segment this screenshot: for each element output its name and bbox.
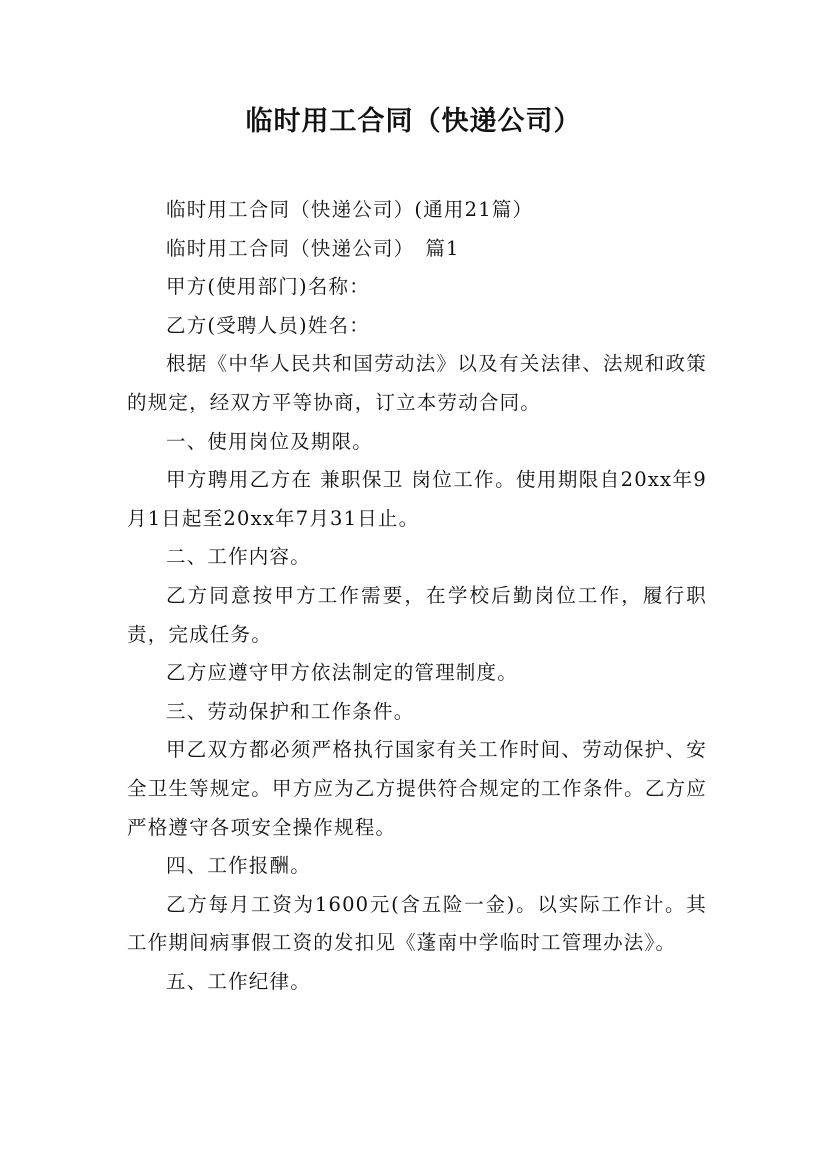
section-heading: 三、劳动保护和工作条件。 (166, 699, 415, 723)
paragraph: 甲乙双方都必须严格执行国家有关工作时间、劳动保护、安全卫生等规定。甲方应为乙方提供符合规定的工作条件。乙方应严格遵守各项安全操作规程。 (127, 738, 707, 839)
section-heading: 一、使用岗位及期限。 (166, 429, 374, 453)
paragraph: 乙方同意按甲方工作需要，在学校后勤岗位工作，履行职责，完成任务。 (127, 583, 707, 646)
section-heading: 五、工作纪律。 (166, 969, 311, 993)
document-title: 临时用工合同（快递公司） (245, 106, 582, 137)
paragraph: 乙方每月工资为1600元(含五险一金)。以实际工作计。其工作期间病事假工资的发扣见《蓬南中学临时工管理办法》。 (127, 892, 707, 955)
section-heading: 四、工作报酬。 (166, 854, 311, 878)
paragraph: 乙方应遵守甲方依法制定的管理制度。 (166, 661, 518, 685)
section-heading: 二、工作内容。 (166, 545, 311, 569)
paragraph: 根据《中华人民共和国劳动法》以及有关法律、法规和政策的规定，经双方平等协商，订立本劳动合同。 (127, 352, 707, 414)
paragraph: 临时用工合同（快递公司） 篇1 (166, 236, 460, 260)
paragraph: 甲方(使用部门)名称： (166, 275, 370, 299)
document-body (127, 191, 707, 1001)
paragraph: 甲方聘用乙方在 兼职保卫 岗位工作。使用期限自20xx年9月1日起至20xx年7月31日止。 (127, 468, 707, 530)
paragraph: 临时用工合同（快递公司）(通用21篇） (166, 198, 534, 221)
paragraph: 乙方(受聘人员)姓名： (166, 313, 370, 337)
